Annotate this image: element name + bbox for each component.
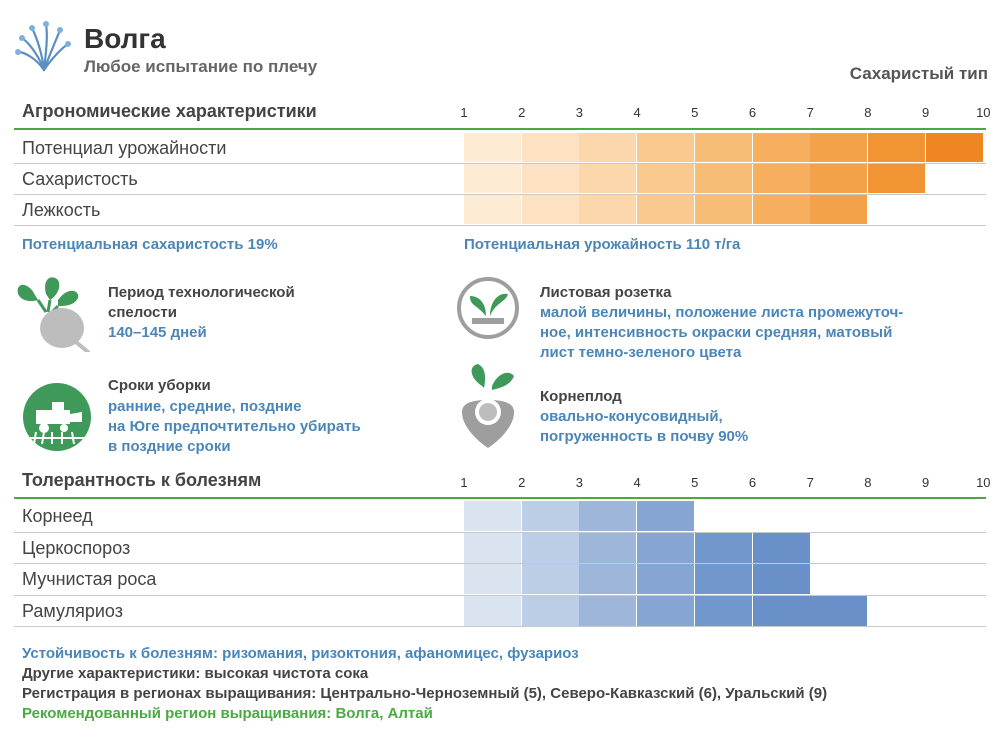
harvester-icon xyxy=(22,382,92,452)
disease-score-cell xyxy=(464,564,521,594)
disease-score-cell xyxy=(579,533,636,563)
agronomic-score-cell xyxy=(753,164,810,193)
root-crop-icon xyxy=(456,360,520,450)
agronomic-row-label: Сахаристость xyxy=(22,169,138,189)
scale-tick-4: 4 xyxy=(633,105,641,120)
disease-score-cell xyxy=(579,596,636,626)
scale-tick-3: 3 xyxy=(575,105,584,120)
scale-tick-1: 1 xyxy=(460,475,468,490)
disease-row-divider xyxy=(14,626,986,627)
agronomic-score-cell xyxy=(695,195,752,224)
root-line2: погруженность в почву 90% xyxy=(540,428,749,445)
agronomic-score-cell xyxy=(753,195,810,224)
disease-score-cell xyxy=(637,596,694,626)
disease-score-cell xyxy=(464,533,521,563)
agronomic-score-cell xyxy=(579,195,636,224)
scale-tick-7: 7 xyxy=(806,475,814,490)
agronomic-score-cell xyxy=(926,133,983,162)
disease-score-cell xyxy=(579,501,636,531)
agronomic-row-label: Потенциал урожайности xyxy=(22,138,227,158)
agronomic-score-cell xyxy=(868,133,925,162)
disease-score-cell xyxy=(637,564,694,594)
agronomic-score-cell xyxy=(579,164,636,193)
agronomic-score-cell xyxy=(810,195,867,224)
potential-sugar-note: Потенциальная сахаристость 19% xyxy=(22,236,278,253)
disease-row-label: Рамуляриоз xyxy=(22,600,123,621)
rosette-line1: малой величины, положение листа промежуточ- xyxy=(540,304,904,321)
agronomic-section-title: Агрономические характеристики xyxy=(22,101,317,121)
scale-tick-9: 9 xyxy=(921,105,930,120)
scale-tick-7: 7 xyxy=(806,105,814,120)
potential-yield-note: Потенциальная урожайность 110 т/га xyxy=(464,236,741,253)
page-subtitle: Любое испытание по плечу xyxy=(84,57,318,76)
disease-score-cell xyxy=(522,596,579,626)
disease-scale xyxy=(0,475,1000,491)
agronomic-row-label: Лежкость xyxy=(22,200,101,220)
agronomic-score-cell xyxy=(753,133,810,162)
disease-score-cell xyxy=(695,596,752,626)
disease-score-cell xyxy=(753,533,810,563)
scale-tick-3: 3 xyxy=(575,475,584,490)
agronomic-score-cell xyxy=(868,164,925,193)
disease-score-cell xyxy=(522,501,579,531)
recommended-region-text: Рекомендованный регион выращивания: Волга, Алтай xyxy=(22,705,433,722)
rosette-line3: лист темно-зеленого цвета xyxy=(540,344,742,361)
disease-score-cell xyxy=(810,596,867,626)
scale-tick-4: 4 xyxy=(633,475,641,490)
other-characteristics-text: Другие характеристики: высокая чистота сока xyxy=(22,665,369,682)
harvest-title: Сроки уборки xyxy=(108,377,211,394)
agronomic-scale xyxy=(0,105,1000,121)
resistance-text: Устойчивость к болезням: ризомания, ризоктония, афаномицес, фузариоз xyxy=(22,645,579,662)
disease-row-label: Корнеед xyxy=(22,506,93,526)
scale-tick-8: 8 xyxy=(864,105,872,120)
agronomic-divider xyxy=(14,128,986,130)
beet-icon xyxy=(12,272,92,352)
rosette-line2: ное, интенсивность окраски средняя, матовый xyxy=(540,324,893,341)
variety-type-label: Сахаристый тип xyxy=(849,64,988,83)
disease-score-cell xyxy=(753,564,810,594)
disease-row-label: Церкоспороз xyxy=(22,537,131,558)
root-line1: овально-конусовидный, xyxy=(540,408,723,425)
period-value: 140–145 дней xyxy=(108,324,207,341)
scale-tick-10: 10 xyxy=(976,105,991,120)
disease-score-cell xyxy=(637,533,694,563)
agronomic-score-cell xyxy=(637,195,694,224)
flower-logo-icon xyxy=(14,18,74,80)
scale-tick-5: 5 xyxy=(691,475,699,490)
period-title-line1: Период технологической xyxy=(108,284,295,301)
scale-tick-1: 1 xyxy=(460,105,468,120)
disease-score-cell xyxy=(753,596,810,626)
disease-score-cell xyxy=(695,533,752,563)
registration-text: Регистрация в регионах выращивания: Центрально-Черноземный (5), Северо-Кавказский (6), Уральский (9) xyxy=(22,685,828,702)
agronomic-score-cell xyxy=(810,164,867,193)
agronomic-score-cell xyxy=(522,133,579,162)
agronomic-score-cell xyxy=(695,164,752,193)
agronomic-score-cell xyxy=(637,133,694,162)
agronomic-row-divider xyxy=(14,225,986,226)
scale-tick-6: 6 xyxy=(748,105,757,120)
disease-row-label: Мучнистая роса xyxy=(22,569,157,589)
harvest-line1: ранние, средние, поздние xyxy=(108,398,302,415)
disease-score-cell xyxy=(464,596,521,626)
scale-tick-2: 2 xyxy=(518,475,526,490)
scale-tick-2: 2 xyxy=(518,105,526,120)
disease-score-cell xyxy=(464,501,521,531)
agronomic-score-cell xyxy=(637,164,694,193)
agronomic-score-cell xyxy=(464,164,521,193)
agronomic-score-cell xyxy=(810,133,867,162)
disease-score-cell xyxy=(637,501,694,531)
agronomic-score-cell xyxy=(522,164,579,193)
disease-score-cell xyxy=(695,564,752,594)
agronomic-score-cell xyxy=(522,195,579,224)
scale-tick-10: 10 xyxy=(976,475,991,490)
scale-tick-6: 6 xyxy=(748,475,757,490)
agronomic-score-cell xyxy=(464,195,521,224)
agronomic-score-cell xyxy=(695,133,752,162)
disease-section-title: Толерантность к болезням xyxy=(22,470,262,490)
scale-tick-5: 5 xyxy=(691,105,699,120)
period-title-line2: спелости xyxy=(108,304,177,321)
root-title: Корнеплод xyxy=(540,388,622,405)
agronomic-score-cell xyxy=(464,133,521,162)
scale-tick-8: 8 xyxy=(864,475,872,490)
disease-score-cell xyxy=(522,564,579,594)
disease-divider xyxy=(14,497,986,499)
agronomic-score-cell xyxy=(579,133,636,162)
harvest-line2: на Юге предпочтительно убирать xyxy=(108,418,361,435)
rosette-title: Листовая розетка xyxy=(540,284,672,301)
disease-score-cell xyxy=(579,564,636,594)
scale-tick-9: 9 xyxy=(921,475,930,490)
page-title: Волга xyxy=(84,23,166,54)
leaf-rosette-icon xyxy=(456,276,520,340)
disease-score-cell xyxy=(522,533,579,563)
harvest-line3: в поздние сроки xyxy=(108,438,231,455)
